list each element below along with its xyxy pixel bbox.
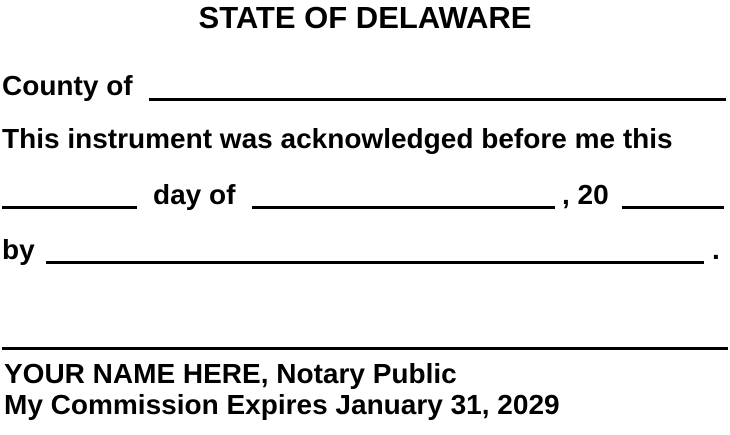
year-prefix: , 20 [562, 179, 609, 210]
notary-name-line: YOUR NAME HERE, Notary Public [4, 358, 457, 389]
document-title: STATE OF DELAWARE [198, 0, 532, 35]
by-label: by [2, 234, 35, 265]
day-of-label: day of [153, 179, 236, 210]
signature-line [2, 347, 728, 350]
county-blank-line [149, 98, 726, 101]
by-end-period: . [712, 234, 720, 265]
by-blank-line [46, 261, 704, 264]
day-blank-line [2, 206, 137, 209]
month-blank-line [252, 206, 555, 209]
commission-expiry-line: My Commission Expires January 31, 2029 [4, 389, 560, 420]
year-blank-line [622, 206, 724, 209]
county-label: County of [2, 70, 133, 101]
acknowledgement-text: This instrument was acknowledged before me this [2, 123, 673, 154]
